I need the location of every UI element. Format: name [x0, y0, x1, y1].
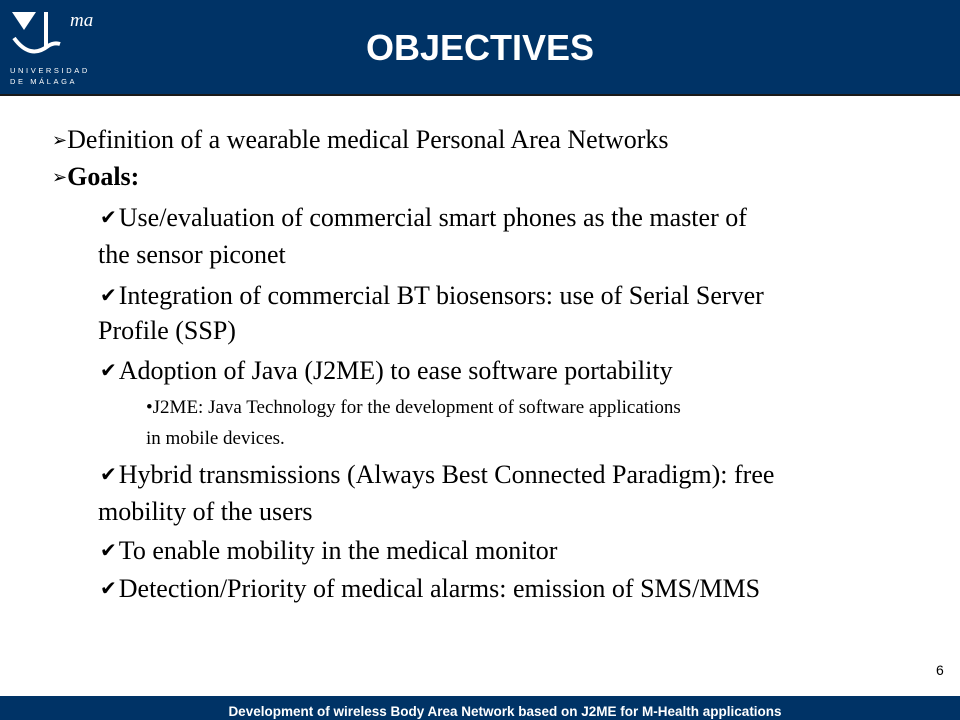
footer-text: Development of wireless Body Area Network based on J2ME for M-Health applications	[228, 704, 782, 719]
bullet-goals	[52, 162, 139, 193]
goal-item-biosensors-cont: Profile (SSP)	[98, 316, 236, 345]
logo-text-line1: UNIVERSIDAD	[10, 66, 90, 75]
goal-item-smartphones-cont: the sensor piconet	[98, 240, 286, 269]
arrow-bullet-icon: ➢	[52, 167, 68, 188]
slide-title: OBJECTIVES	[365, 27, 595, 68]
bullet-text: Adoption of Java (J2ME) to ease software portability	[118, 356, 673, 385]
goal-item-mobility	[100, 535, 557, 566]
goal-item-hybrid	[100, 459, 774, 490]
logo-text-line2: DE MÁLAGA	[10, 77, 78, 86]
checkmark-icon: ✔	[100, 358, 117, 382]
checkmark-icon: ✔	[100, 462, 117, 486]
bullet-text: Use/evaluation of commercial smart phones as the master of	[118, 203, 747, 232]
logo-mark-text: ma	[70, 10, 94, 31]
sub-item-j2me-cont: in mobile devices.	[146, 428, 285, 449]
bullet-text: Integration of commercial BT biosensors: use of Serial Server	[118, 281, 764, 310]
checkmark-icon: ✔	[100, 205, 117, 229]
goal-item-smartphones	[100, 202, 747, 233]
checkmark-icon: ✔	[100, 283, 117, 307]
sub-item-j2me: •J2ME: Java Technology for the development of software applications	[146, 397, 681, 418]
goal-item-java	[100, 355, 673, 386]
bullet-text: Hybrid transmissions (Always Best Connected Paradigm): free	[118, 460, 775, 489]
goal-item-alarms	[100, 573, 760, 604]
arrow-bullet-icon: ➢	[52, 130, 68, 151]
bullet-text: Definition of a wearable medical Personal Area Networks	[67, 125, 669, 154]
goal-item-hybrid-cont: mobility of the users	[98, 497, 313, 526]
goal-item-biosensors	[100, 280, 764, 311]
bullet-definition	[52, 125, 668, 156]
bullet-text: Detection/Priority of medical alarms: emission of SMS/MMS	[118, 574, 761, 603]
bullet-text: Goals:	[67, 162, 140, 191]
checkmark-icon: ✔	[100, 576, 117, 600]
checkmark-icon: ✔	[100, 538, 117, 562]
bullet-text: To enable mobility in the medical monitor	[118, 536, 558, 565]
page-number: 6	[936, 662, 944, 678]
